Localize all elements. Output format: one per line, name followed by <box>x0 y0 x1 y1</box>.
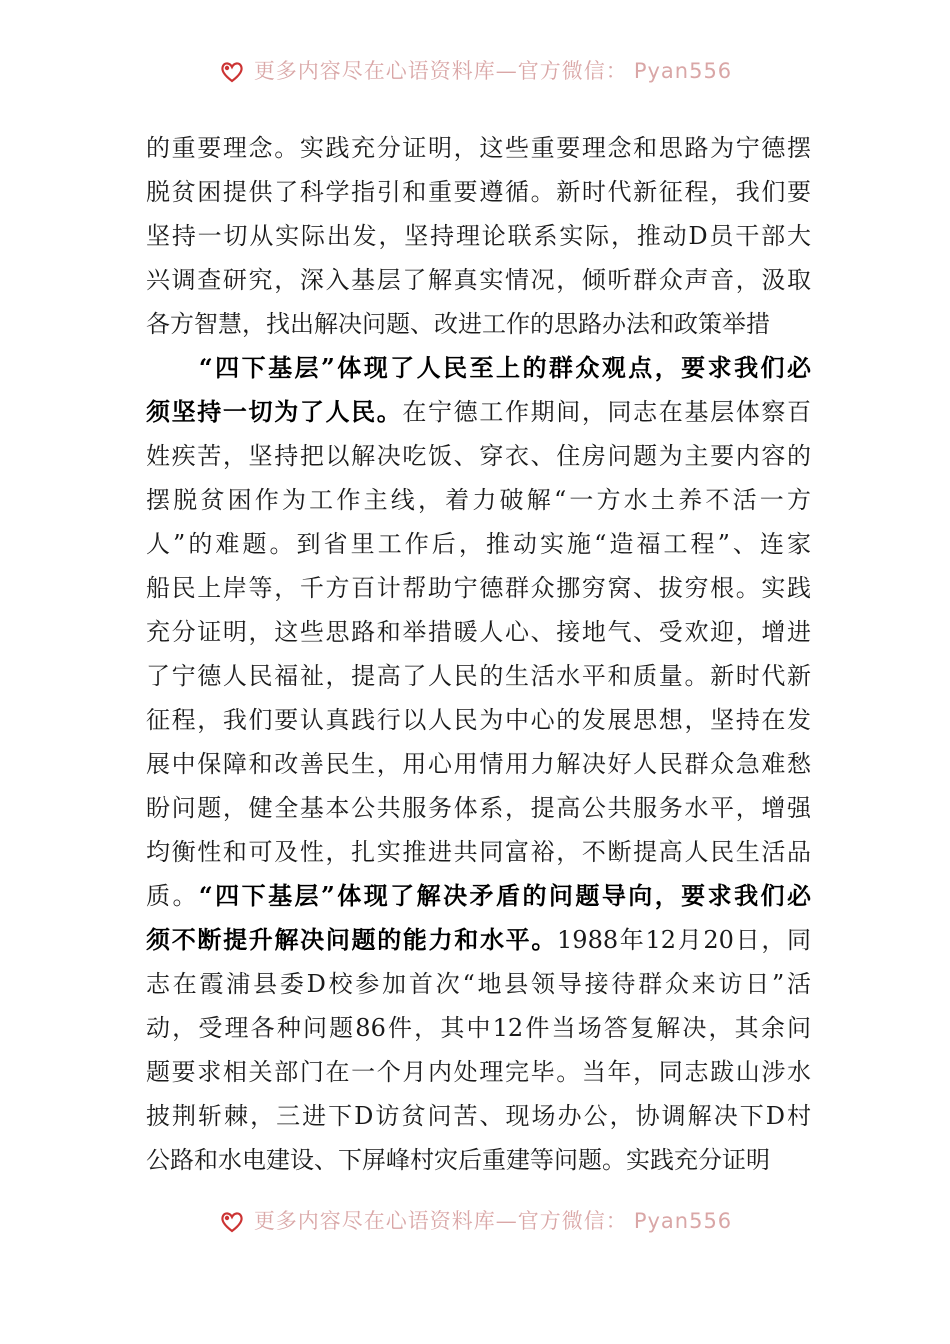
text-line <box>146 302 811 346</box>
text-line <box>146 610 811 654</box>
text-line <box>146 1050 811 1094</box>
text-line <box>146 874 811 918</box>
text-segment: 的重要理念。实践充分证明，这些重要理念和思路为宁德摆 <box>146 134 811 162</box>
bold-text-segment: “四下基层”体现了人民至上的群众观点，要求我们必 <box>146 353 811 382</box>
text-segment: 均衡性和可及性，扎实推进共同富裕，不断提高人民生活品 <box>146 838 811 866</box>
document-body <box>146 126 811 1182</box>
text-line <box>146 1138 811 1182</box>
text-line <box>146 434 811 478</box>
text-segment: 人”的难题。到省里工作后，推动实施“造福工程”、连家 <box>146 530 811 558</box>
text-segment: 坚持一切从实际出发，坚持理论联系实际，推动D员干部大 <box>146 222 811 250</box>
text-segment: 各方智慧，找出解决问题、改进工作的思路办法和政策举措 <box>146 310 770 338</box>
text-segment: 公路和水电建设、下屏峰村灾后重建等问题。实践充分证明 <box>146 1146 770 1174</box>
heart-logo-icon <box>218 1207 246 1235</box>
text-segment: 展中保障和改善民生，用心用情用力解决好人民群众急难愁 <box>146 750 811 778</box>
text-line <box>146 698 811 742</box>
text-line <box>146 654 811 698</box>
text-line <box>146 126 811 170</box>
text-segment: 充分证明，这些思路和举措暖人心、接地气、受欢迎，增进 <box>146 618 811 646</box>
text-segment: 征程，我们要认真践行以人民为中心的发展思想，坚持在发 <box>146 706 811 734</box>
bold-text-segment: 须坚持一切为了人民。 <box>146 397 403 426</box>
text-segment: 题要求相关部门在一个月内处理完毕。当年，同志跋山涉水 <box>146 1058 811 1086</box>
text-line <box>146 566 811 610</box>
text-line <box>146 390 811 434</box>
text-segment: 盼问题，健全基本公共服务体系，提高公共服务水平，增强 <box>146 794 811 822</box>
text-segment: 脱贫困提供了科学指引和重要遵循。新时代新征程，我们要 <box>146 178 811 206</box>
text-line <box>146 258 811 302</box>
text-line <box>146 214 811 258</box>
text-line <box>146 742 811 786</box>
text-segment: 了宁德人民福祉，提高了人民的生活水平和质量。新时代新 <box>146 662 811 690</box>
text-segment: 摆脱贫困作为工作主线，着力破解“一方水土养不活一方 <box>146 486 811 514</box>
watermark-text: 更多内容尽在心语资料库—官方微信： Pyan556 <box>253 1209 733 1233</box>
text-segment: 姓疾苦，坚持把以解决吃饭、穿衣、住房问题为主要内容的 <box>146 442 811 470</box>
footer-watermark <box>0 1206 950 1236</box>
text-segment: 披荆斩棘，三进下D访贫问苦、现场办公，协调解决下D村 <box>146 1102 811 1130</box>
text-segment: 船民上岸等，千方百计帮助宁德群众挪穷窝、拔穷根。实践 <box>146 574 811 602</box>
text-line <box>146 478 811 522</box>
text-segment: 动，受理各种问题86件，其中12件当场答复解决，其余问 <box>146 1014 811 1042</box>
bold-text-segment: 须不断提升解决问题的能力和水平。 <box>146 925 558 954</box>
text-line <box>146 1094 811 1138</box>
text-segment: 兴调查研究，深入基层了解真实情况，倾听群众声音，汲取 <box>146 266 811 294</box>
text-line <box>146 786 811 830</box>
watermark-text: 更多内容尽在心语资料库—官方微信： Pyan556 <box>253 59 733 83</box>
text-line <box>146 522 811 566</box>
text-line <box>146 830 811 874</box>
bold-text-segment: “四下基层”体现了解决矛盾的问题导向，要求我们必 <box>198 881 811 910</box>
text-segment: 志在霞浦县委D校参加首次“地县领导接待群众来访日”活 <box>146 970 811 998</box>
heart-logo-icon <box>218 57 246 85</box>
text-segment: 1988年12月20日，同 <box>557 926 811 954</box>
text-line <box>146 346 811 390</box>
text-segment: 质。 <box>146 882 199 910</box>
text-line <box>146 962 811 1006</box>
text-segment: 在宁德工作期间，同志在基层体察百 <box>402 398 811 426</box>
text-line <box>146 918 811 962</box>
text-line <box>146 170 811 214</box>
header-watermark <box>0 56 950 86</box>
text-line <box>146 1006 811 1050</box>
